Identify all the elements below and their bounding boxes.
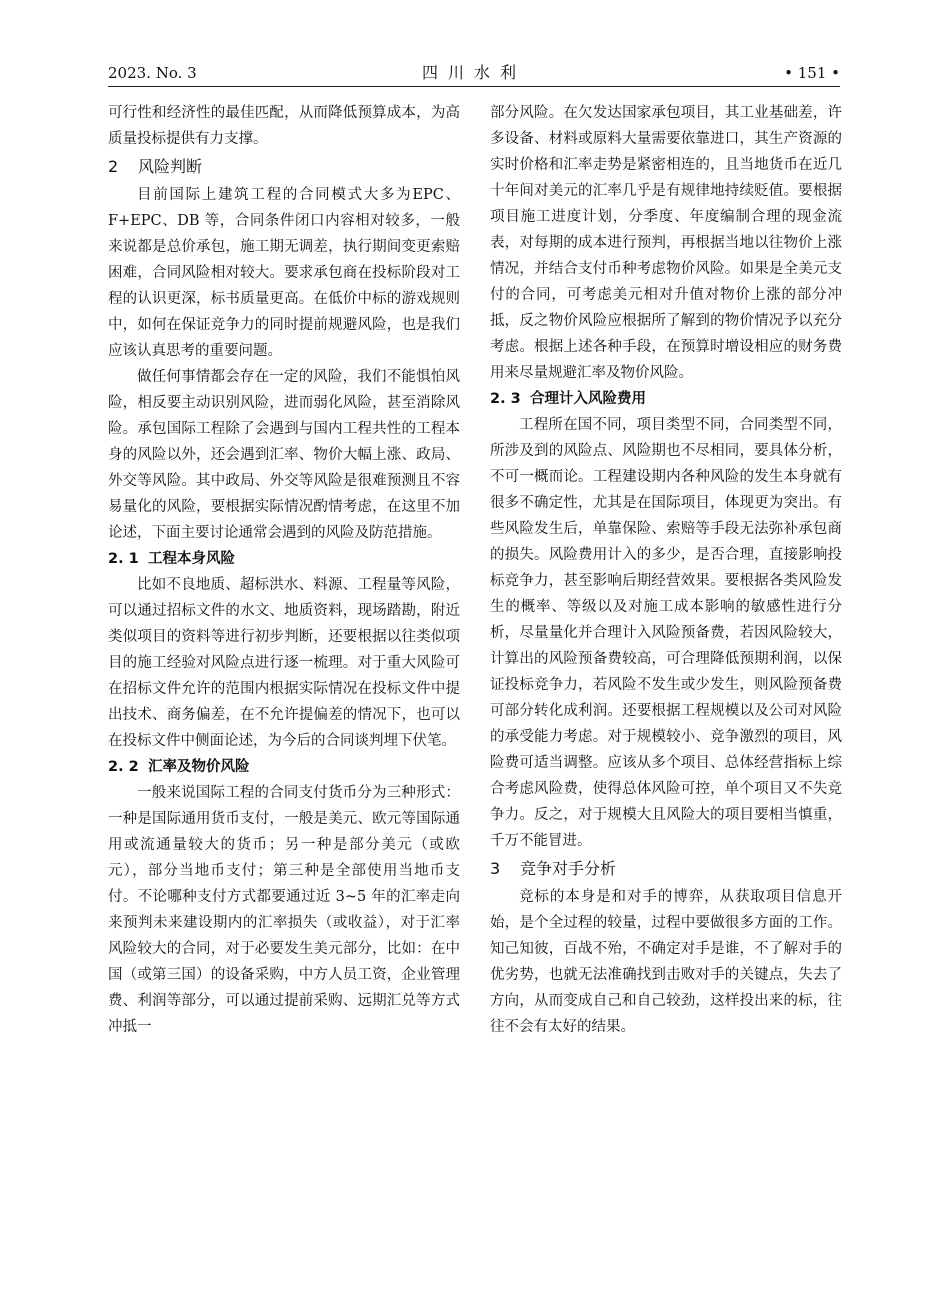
subsection-number: 2. 3 — [490, 391, 521, 407]
section-number: 3 — [490, 859, 501, 878]
journal-title: 四川水利 — [421, 63, 526, 82]
running-header — [108, 62, 840, 87]
subsection-heading-exchange-price-risk — [108, 754, 460, 780]
section-heading-risk-judgment — [108, 152, 460, 182]
paragraph: 比如不良地质、超标洪水、料源、工程量等风险，可以通过招标文件的水文、地质资料，现场踏勘，附近类似项目的资料等进行初步判断，还要根据以往类似项目的施工经验对风险点进行逐一梳理。对于重大风险可在招标文件允许的范围内根据实际情况在投标文件中提出技术、商务偏差，在不允许提偏差的情况下，也可以在投标文件中侧面论述，为今后的合同谈判埋下伏笔。 — [108, 577, 460, 749]
paragraph-continued: 部分风险。在欠发达国家承包项目，其工业基础差，许多设备、材料或原料大量需要依靠进口，其生产资源的实时价格和汇率走势是紧密相连的，且当地货币在近几十年间对美元的汇率几乎是有规律地持续贬值。要根据项目施工进度计划，分季度、年度编制合理的现金流表，对每期的成本进行预判，再根据当地以往物价上涨情况，并结合支付币种考虑物价风险。如果是全美元支付的合同，可考虑美元相对升值对物价上涨的部分冲抵，反之物价风险应根据所了解到的物价情况予以充分考虑。根据上述各种手段，在预算时增设相应的财务费用来尽量规避汇率及物价风险。 — [490, 105, 842, 381]
page-number: • 151 • — [784, 64, 840, 82]
left-column — [108, 100, 460, 1040]
paragraph: 做任何事情都会存在一定的风险，我们不能惧怕风险，相反要主动识别风险，进而弱化风险，甚至消除风险。承包国际工程除了会遇到与国内工程共性的工程本身的风险以外，还会遇到汇率、物价大幅上涨、政局、外交等风险。其中政局、外交等风险是很难预测且不容易量化的风险，要根据实际情况酌情考虑，在这里不加论述，下面主要讨论通常会遇到的风险及防范措施。 — [108, 369, 460, 541]
section-number: 2 — [108, 157, 119, 176]
subsection-heading-project-risk — [108, 546, 460, 572]
subsection-heading-risk-cost — [490, 386, 842, 412]
subsection-number: 2. 1 — [108, 551, 139, 567]
subsection-title: 工程本身风险 — [148, 551, 235, 567]
subsection-title: 汇率及物价风险 — [148, 759, 250, 775]
paragraph: 竞标的本身是和对手的博弈，从获取项目信息开始，是个全过程的较量，过程中要做很多方面的工作。知己知彼，百战不殆，不确定对手是谁，不了解对手的优劣势，也就无法准确找到击败对手的关键点，失去了方向，从而变成自己和自己较劲，这样投出来的标，往往不会有太好的结果。 — [490, 889, 842, 1035]
issue-number: 2023. No. 3 — [108, 64, 197, 82]
section-title: 竞争对手分析 — [520, 859, 617, 878]
section-heading-competitor-analysis — [490, 854, 842, 884]
paragraph: 工程所在国不同，项目类型不同，合同类型不同，所涉及到的风险点、风险期也不尽相同，要具体分析，不可一概而论。工程建设期内各种风险的发生本身就有很多不确定性，尤其是在国际项目，体现更为突出。有些风险发生后，单靠保险、索赔等手段无法弥补承包商的损失。风险费用计入的多少，是否合理，直接影响投标竞争力，甚至影响后期经营效果。要根据各类风险发生的概率、等级以及对施工成本影响的敏感性进行分析，尽量量化并合理计入风险预备费，若因风险较大，计算出的风险预备费较高，可合理降低预期利润，以保证投标竞争力，若风险不发生或少发生，则风险预备费可部分转化成利润。还要根据工程规模以及公司对风险的承受能力考虑。对于规模较小、竞争激烈的项目，风险费可适当调整。应该从多个项目、总体经营指标上综合考虑风险费，使得总体风险可控，单个项目又不失竞争力。反之，对于规模大且风险大的项目要相当慎重，千万不能冒进。 — [490, 417, 842, 849]
paragraph: 一般来说国际工程的合同支付货币分为三种形式：一种是国际通用货币支付，一般是美元、欧元等国际通用或流通量较大的货币；另一种是部分美元（或欧元），部分当地币支付；第三种是全部使用当地币支付。不论哪种支付方式都要通过近 3~5 年的汇率走向来预判未来建设期内的汇率损失（或收益），对于汇率风险较大的合同，对于必要发生美元部分，比如：在中国（或第三国）的设备采购，中方人员工资，企业管理费、利润等部分，可以通过提前采购、远期汇兑等方式冲抵一 — [108, 785, 460, 1035]
subsection-number: 2. 2 — [108, 759, 139, 775]
section-title: 风险判断 — [138, 157, 203, 176]
subsection-title: 合理计入风险费用 — [530, 391, 646, 407]
right-column — [490, 100, 842, 1040]
paragraph: 目前国际上建筑工程的合同模式大多为EPC、F+EPC、DB 等，合同条件闭口内容相对较多，一般来说都是总价承包，施工期无调差，执行期间变更索赔困难，合同风险相对较大。要求承包商在投标阶段对工程的认识更深，标书质量更高。在低价中标的游戏规则中，如何在保证竞争力的同时提前规避风险，也是我们应该认真思考的重要问题。 — [108, 187, 460, 359]
paragraph-continued: 可行性和经济性的最佳匹配，从而降低预算成本，为高质量投标提供有力支撑。 — [108, 105, 460, 147]
